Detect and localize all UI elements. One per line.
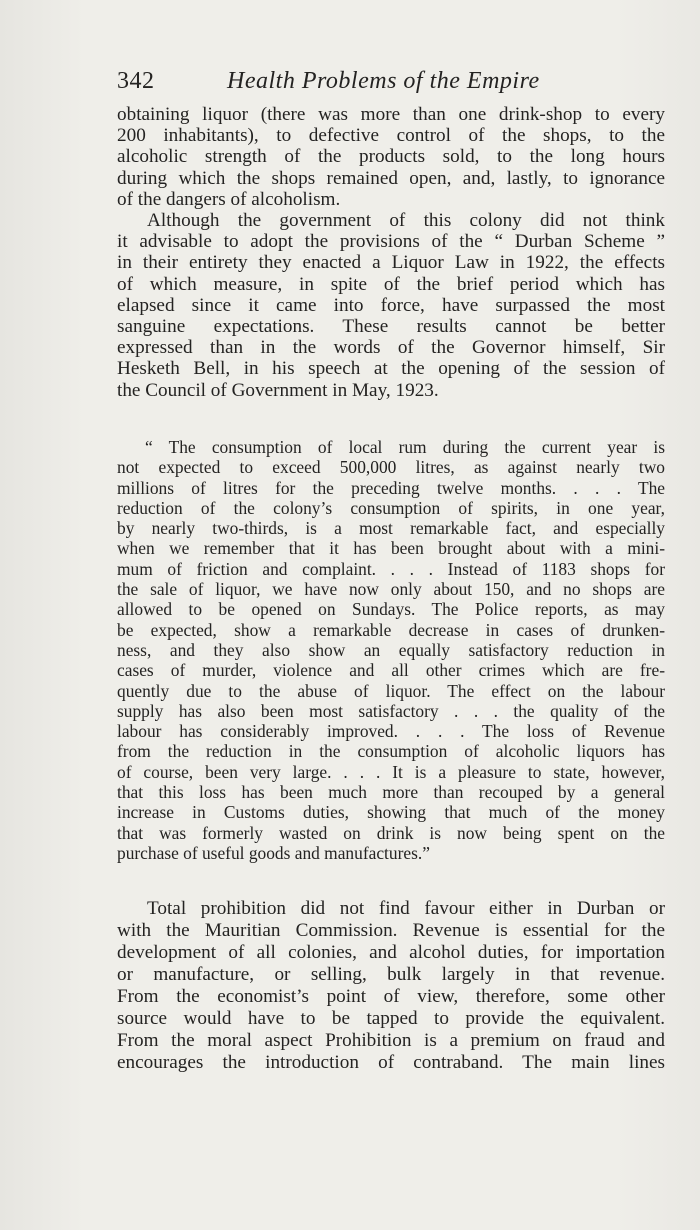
text-line: Although the government of this colony did not think (147, 210, 665, 231)
quote-line: when we remember that it has been brought about with a mini- (117, 538, 665, 559)
text-line: it advisable to adopt the provisions of the “ Durban Scheme ” (117, 231, 665, 253)
quote-line: “ The consumption of local rum during the current year is (145, 437, 665, 457)
text-line: From the economist’s point of view, therefore, some other (117, 986, 665, 1007)
text-line: of the dangers of alcoholism. (117, 188, 341, 210)
governor-speech-quotation (117, 437, 665, 863)
text-line: with the Mauritian Commission. Revenue is essential for the (117, 920, 665, 941)
quote-line: millions of litres for the preceding twelve months. . . . The (117, 477, 665, 498)
quote-line: supply has also been most satisfactory . . . the quality of the (117, 700, 665, 721)
text-line: alcoholic strength of the products sold, to the long hours (117, 146, 665, 168)
quote-line: increase in Customs duties, showing that much of the money (117, 802, 665, 823)
quote-line: not expected to exceed 500,000 litres, as against nearly two (117, 457, 665, 478)
text-line: or manufacture, or selling, bulk largely in that revenue. (117, 964, 665, 985)
text-line: 200 inhabitants), to defective control of the shops, to the (117, 125, 665, 147)
text-line: From the moral aspect Prohibition is a premium on fraud and (117, 1030, 665, 1051)
paragraph-continued (117, 104, 665, 210)
text-line: encourages the introduction of contraband. The main lines (117, 1052, 665, 1073)
quote-line: that was formerly wasted on drink is now being spent on the (117, 822, 665, 843)
text-line: expressed than in the words of the Governor himself, Sir (117, 337, 665, 359)
quote-line: quently due to the abuse of liquor. The effect on the labour (117, 680, 665, 701)
running-head: Health Problems of the Empire (227, 68, 540, 94)
text-line: development of all colonies, and alcohol duties, for importation (117, 942, 665, 963)
text-line: obtaining liquor (there was more than one drink-shop to every (117, 104, 665, 125)
quote-line: of course, been very large. . . . It is a pleasure to state, however, (117, 761, 665, 782)
quote-line: purchase of useful goods and manufactures.” (117, 842, 430, 863)
quote-line: from the reduction in the consumption of alcoholic liquors has (117, 741, 665, 762)
page-number: 342 (117, 68, 155, 94)
quote-line: the sale of liquor, we have now only about 150, and no shops are (117, 579, 665, 600)
quote-line: mum of friction and complaint. . . . Instead of 1183 shops for (117, 558, 665, 579)
text-line: the Council of Government in May, 1923. (117, 379, 439, 401)
quote-line: cases of murder, violence and all other crimes which are fre- (117, 660, 665, 681)
text-line: source would have to be tapped to provide the equivalent. (117, 1008, 665, 1029)
quote-line: reduction of the colony’s consumption of spirits, in one year, (117, 497, 665, 518)
text-line: elapsed since it came into force, have surpassed the most (117, 294, 665, 316)
text-line: sanguine expectations. These results cannot be better (117, 316, 665, 338)
quote-line: be expected, show a remarkable decrease in cases of drunken- (117, 619, 665, 640)
text-line: of which measure, in spite of the brief period which has (117, 273, 665, 295)
text-line: in their entirety they enacted a Liquor Law in 1922, the effects (117, 252, 665, 274)
quote-line: by nearly two-thirds, is a most remarkable fact, and especially (117, 518, 665, 539)
paragraph-liquor-law (117, 210, 665, 401)
quote-line: labour has considerably improved. . . . The loss of Revenue (117, 721, 665, 742)
paragraph-prohibition (117, 898, 665, 1074)
page-header (117, 68, 665, 98)
text-line: Hesketh Bell, in his speech at the opening of the session of (117, 358, 665, 380)
text-line: during which the shops remained open, and, lastly, to ignorance (117, 167, 665, 189)
quote-line: that this loss has been much more than recouped by a general (117, 782, 665, 803)
text-line: Total prohibition did not find favour either in Durban or (147, 898, 665, 919)
quote-line: ness, and they also show an equally satisfactory reduction in (117, 639, 665, 660)
quote-line: allowed to be opened on Sundays. The Police reports, as may (117, 599, 665, 620)
